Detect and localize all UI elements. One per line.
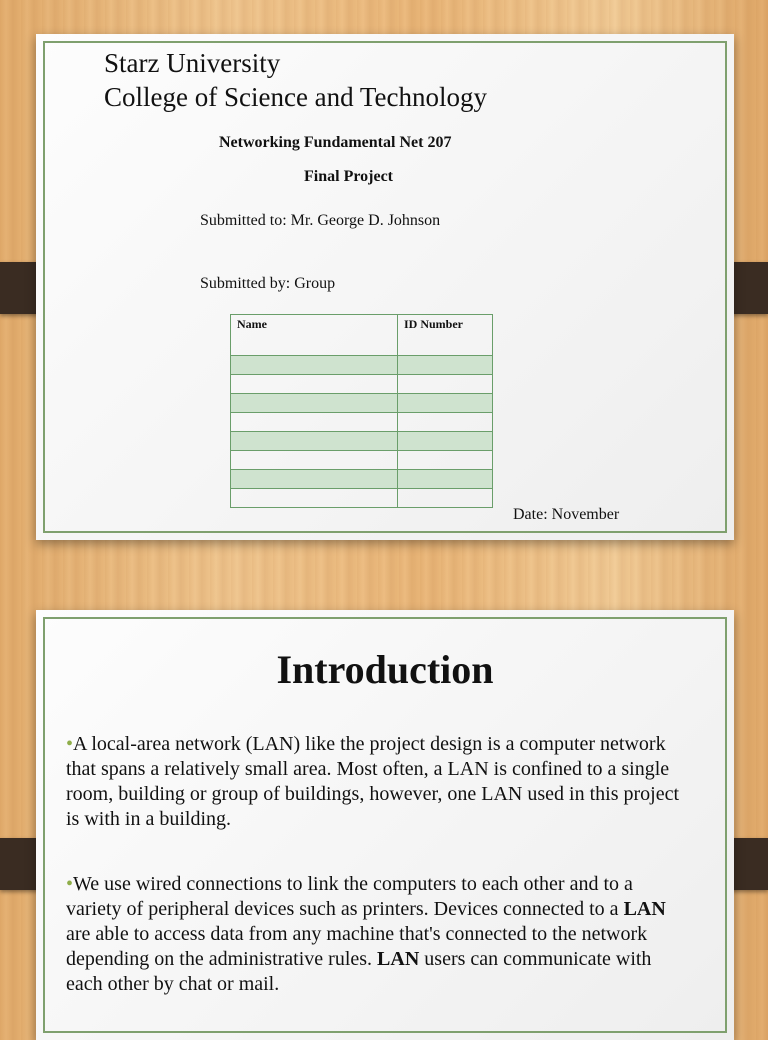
table-header-row — [231, 315, 493, 356]
lan-term: LAN — [377, 948, 420, 970]
column-header-id: ID Number — [398, 315, 493, 356]
intro-paragraph-1 — [66, 732, 686, 832]
table-cell — [398, 375, 493, 394]
lan-term: LAN — [623, 898, 666, 920]
table-row — [231, 375, 493, 394]
table-cell — [231, 356, 398, 375]
table-cell — [398, 356, 493, 375]
table-cell — [398, 470, 493, 489]
introduction-slide — [36, 610, 734, 1040]
table-cell — [231, 375, 398, 394]
table-row — [231, 394, 493, 413]
table-cell — [398, 432, 493, 451]
date-label: Date: November — [513, 506, 620, 523]
paragraph-text: A local-area network (LAN) like the project design is a computer network that spans a relatively small area. Most often, a LAN is confined to a single room, building or group of buildings, however, one LAN used in this project is with in a building. — [66, 733, 679, 830]
table-cell — [398, 394, 493, 413]
paragraph-text: are able to access data from any machine that's connected to the network depending on the administrative rules. — [66, 923, 648, 970]
table-cell — [398, 413, 493, 432]
submitted-by: Submitted by: Group — [200, 275, 336, 292]
university-name: Starz University — [104, 48, 281, 78]
intro-paragraph-2 — [66, 872, 686, 997]
table-cell — [231, 451, 398, 470]
table-cell — [231, 432, 398, 451]
table-row — [231, 432, 493, 451]
paragraph-text: We use wired connections to link the computers to each other and to a variety of peripheral devices such as printers. Devices connected to a — [66, 873, 633, 920]
project-title: Final Project — [304, 168, 394, 185]
table-cell — [231, 413, 398, 432]
table-row — [231, 489, 493, 508]
table-row — [231, 413, 493, 432]
bullet-icon: • — [66, 733, 74, 755]
title-slide — [36, 34, 734, 540]
table-cell — [231, 394, 398, 413]
college-name: College of Science and Technology — [104, 82, 487, 112]
column-header-name: Name — [231, 315, 398, 356]
table-row — [231, 470, 493, 489]
table-cell — [231, 470, 398, 489]
group-members-table — [230, 314, 493, 508]
submitted-to: Submitted to: Mr. George D. Johnson — [200, 212, 441, 229]
paragraph-text: users can communicate with each other by chat or mail. — [66, 948, 652, 995]
table-cell — [398, 489, 493, 508]
slide-title: Introduction — [276, 647, 494, 692]
table-row — [231, 356, 493, 375]
table-row — [231, 451, 493, 470]
bullet-icon: • — [66, 873, 74, 895]
table-cell — [398, 451, 493, 470]
course-title: Networking Fundamental Net 207 — [219, 134, 452, 151]
table-cell — [231, 489, 398, 508]
